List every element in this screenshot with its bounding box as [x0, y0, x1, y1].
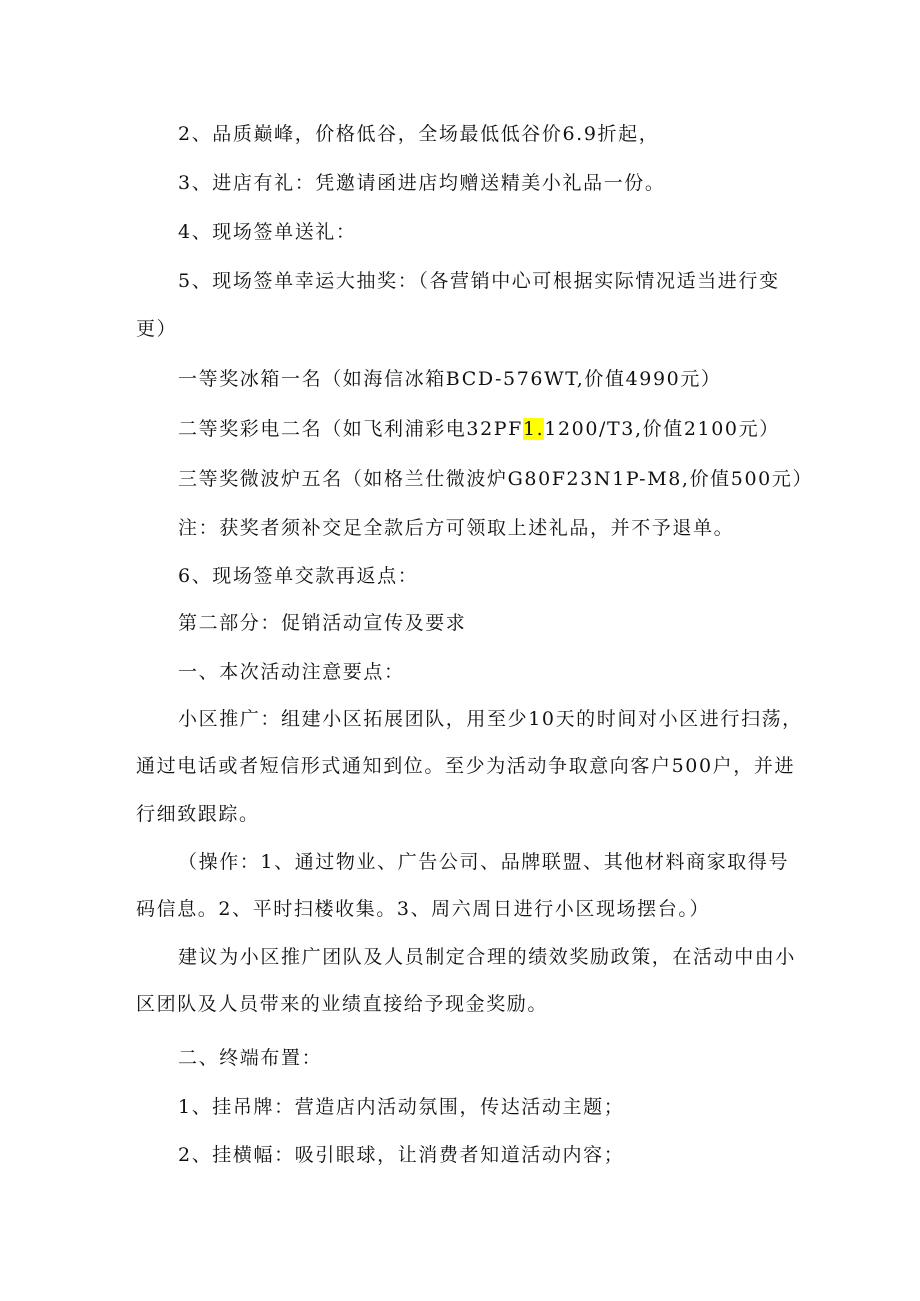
subsection-heading-2: 二、终端布置：	[178, 1047, 323, 1069]
prize-second-text-end: 1200/T3,价值2100元）	[544, 418, 780, 440]
prize-first: 一等奖冰箱一名（如海信冰箱BCD-576WT,价值4990元）	[178, 368, 722, 390]
highlighted-text: 1.	[522, 418, 545, 440]
prize-second	[178, 416, 780, 442]
paragraph-line: 小区推广：组建小区拓展团队，用至少10天的时间对小区进行扫荡，	[178, 708, 803, 730]
prize-note: 注：获奖者须补交足全款后方可领取上述礼品，并不予退单。	[178, 517, 735, 539]
subsection-heading-1: 一、本次活动注意要点：	[178, 661, 405, 683]
paragraph-line: 区团队及人员带来的业绩直接给予现金奖励。	[136, 993, 549, 1015]
section-heading-part-two: 第二部分：促销活动宣传及要求	[178, 612, 467, 634]
paragraph-line: 建议为小区推广团队及人员制定合理的绩效奖励政策，在活动中由小	[178, 946, 797, 968]
prize-third: 三等奖微波炉五名（如格兰仕微波炉G80F23N1P-M8,价值500元）	[178, 468, 814, 490]
list-item-2: 2、品质巅峰，价格低谷，全场最低低谷价6.9折起，	[178, 123, 660, 145]
list-item-3: 3、进店有礼：凭邀请函进店均赠送精美小礼品一份。	[178, 172, 666, 194]
list-item-6: 6、现场签单交款再返点：	[178, 565, 419, 587]
prize-second-text-start: 二等奖彩电二名（如飞利浦彩电32PF	[178, 418, 523, 440]
list-item-hanging-sign: 1、挂吊牌：营造店内活动氛围，传达活动主题；	[178, 1096, 625, 1118]
list-item-4: 4、现场签单送礼：	[178, 221, 357, 243]
paragraph-line: 通过电话或者短信形式通知到位。至少为活动争取意向客户500户，并进	[136, 755, 796, 777]
paragraph-line: （操作：1、通过物业、广告公司、品牌联盟、其他材料商家取得号	[178, 851, 790, 873]
list-item-5-continued: 更）	[136, 318, 178, 340]
paragraph-line: 码信息。2、平时扫楼收集。3、周六周日进行小区现场摆台。）	[136, 898, 711, 920]
list-item-banner: 2、挂横幅：吸引眼球，让消费者知道活动内容；	[178, 1144, 625, 1166]
list-item-5: 5、现场签单幸运大抽奖：（各营销中心可根据实际情况适当进行变	[178, 270, 780, 292]
paragraph-line: 行细致跟踪。	[136, 803, 260, 825]
